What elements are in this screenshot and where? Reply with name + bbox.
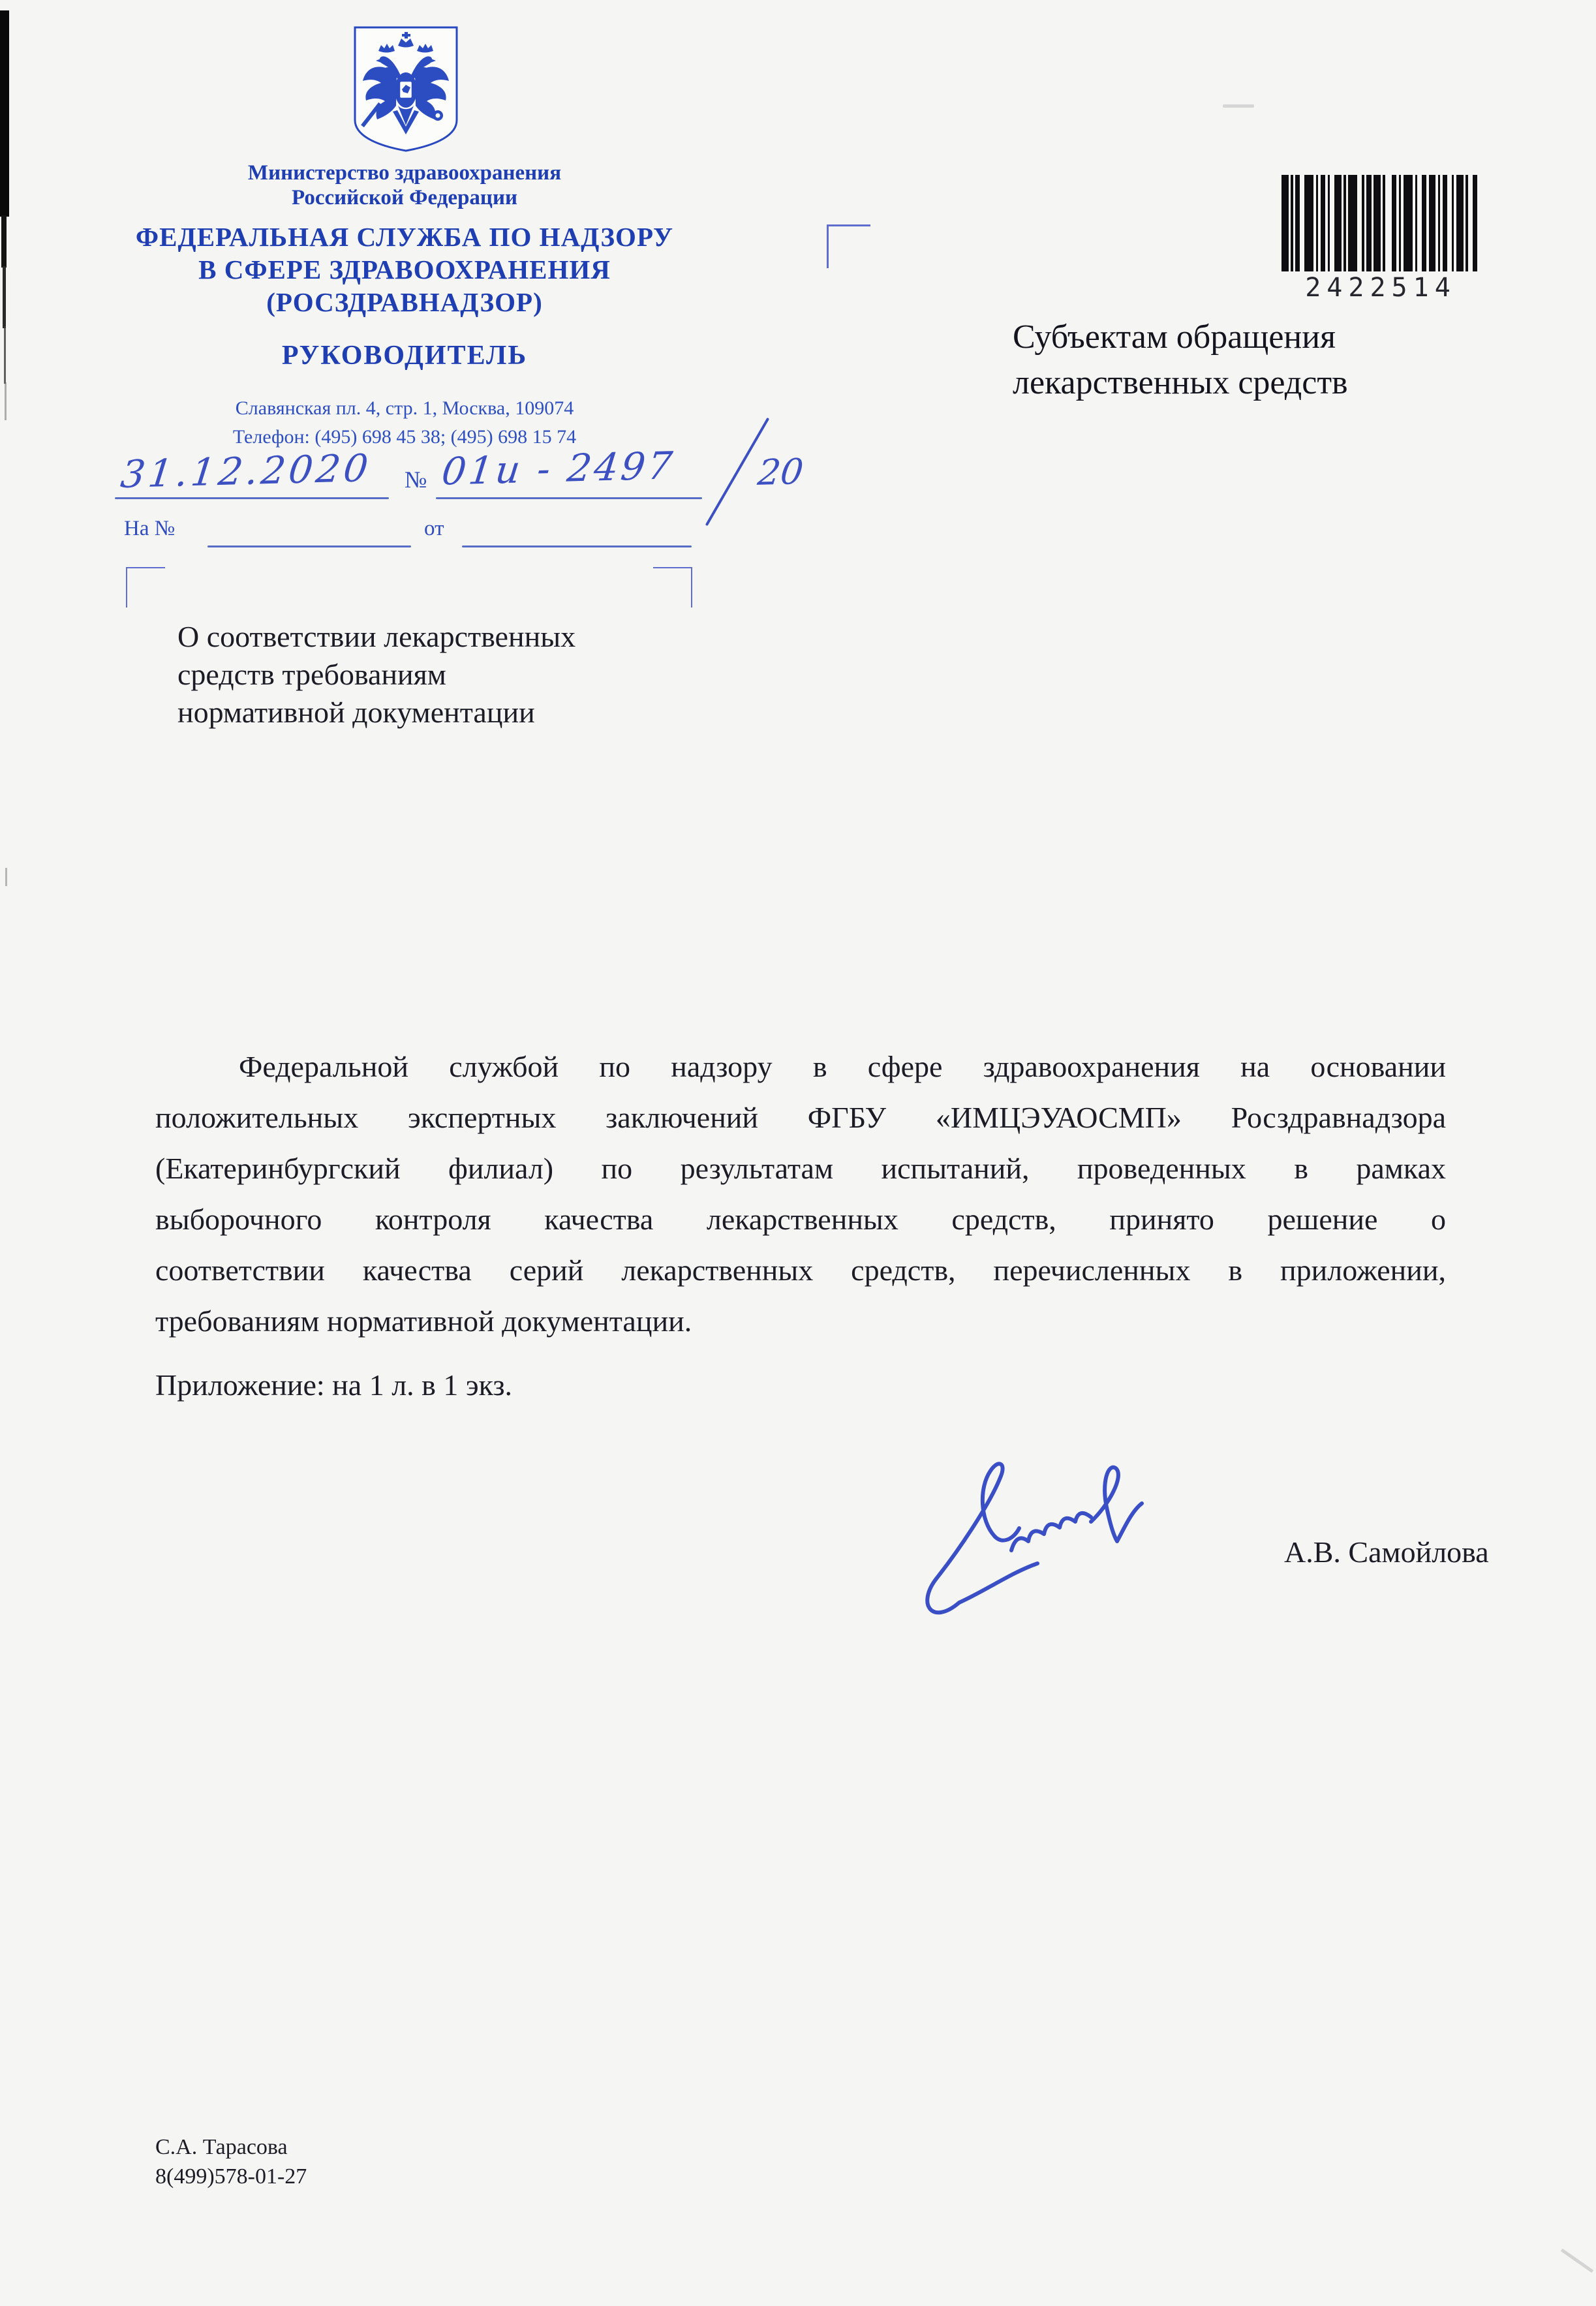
number-underline bbox=[436, 497, 702, 499]
scan-artifact-left-bar bbox=[0, 10, 9, 217]
corner-mark-subject-right bbox=[653, 567, 692, 607]
body-line: положительных экспертных заключений ФГБУ «ИМЦЭУАОСМП» Росздравнадзора bbox=[155, 1101, 1446, 1134]
reply-number-underline bbox=[207, 546, 411, 547]
subject-line-3: нормативной документации bbox=[177, 696, 535, 729]
barcode-value: 2422514 bbox=[1305, 273, 1456, 303]
body-paragraph bbox=[155, 1041, 1446, 1347]
date-underline bbox=[115, 497, 389, 499]
body-line: (Екатеринбургский филиал) по результатам испытаний, проведенных в рамках bbox=[155, 1152, 1446, 1185]
scan-artifact-left-bar-4 bbox=[4, 326, 6, 384]
scan-artifact-left-bar-3 bbox=[3, 266, 6, 328]
handwritten-signature-icon bbox=[913, 1436, 1279, 1631]
scan-artifact-corner-dash bbox=[1561, 2249, 1593, 2273]
body-line: соответствии качества серий лекарственных средств, перечисленных в приложении, bbox=[155, 1253, 1446, 1287]
recipient-block bbox=[1013, 315, 1348, 406]
service-line-2: В СФЕРЕ ЗДРАВООХРАНЕНИЯ bbox=[198, 254, 611, 284]
body-line: Федеральной службой по надзору в сфере здравоохранения на основании bbox=[239, 1050, 1446, 1083]
executor-name: С.А. Тарасова bbox=[155, 2135, 288, 2159]
russian-coat-of-arms-icon bbox=[351, 25, 461, 154]
corner-mark-recipient-zone bbox=[827, 224, 870, 268]
ministry-name bbox=[62, 161, 747, 210]
reply-number-label: На № bbox=[124, 517, 176, 540]
subject-line-2: средств требованиям bbox=[177, 658, 446, 691]
signer-name: А.В. Самойлова bbox=[1284, 1535, 1489, 1569]
corner-mark-subject-left bbox=[126, 567, 165, 607]
scan-artifact-left-bar-5 bbox=[5, 382, 7, 420]
role-title: РУКОВОДИТЕЛЬ bbox=[281, 341, 528, 371]
scan-artifact-gray-dash bbox=[1223, 104, 1254, 108]
reply-from-underline bbox=[462, 546, 692, 547]
executor-phone: 8(499)578-01-27 bbox=[155, 2164, 307, 2189]
recipient-line-2: лекарственных средств bbox=[1013, 364, 1348, 401]
number-handwritten: 01и - 2497 bbox=[439, 443, 677, 494]
org-phone: Телефон: (495) 698 45 38; (495) 698 15 74 bbox=[232, 426, 577, 448]
ministry-line-1: Министерство здравоохранения bbox=[247, 161, 562, 185]
org-address: Славянская пл. 4, стр. 1, Москва, 109074 bbox=[235, 397, 574, 419]
body-line: требованиям нормативной документации. bbox=[155, 1304, 692, 1338]
number-sign: № bbox=[405, 467, 427, 493]
scan-artifact-left-speck bbox=[5, 868, 7, 886]
barcode bbox=[1281, 175, 1480, 271]
date-handwritten: 31.12.2020 bbox=[118, 446, 374, 497]
service-line-3: (РОСЗДРАВНАДЗОР) bbox=[266, 287, 543, 317]
executor-block bbox=[155, 2132, 307, 2191]
subject-line-1: О соответствии лекарственных bbox=[177, 620, 576, 653]
reply-from-label: от bbox=[424, 517, 444, 540]
org-contact-block bbox=[62, 394, 747, 452]
service-name bbox=[62, 221, 747, 318]
ministry-line-2: Российской Федерации bbox=[292, 186, 517, 209]
number-slash-suffix: 20 bbox=[756, 451, 806, 493]
subject-block bbox=[177, 618, 575, 731]
body-line: выборочного контроля качества лекарственных средств, принято решение о bbox=[155, 1203, 1446, 1236]
service-line-1: ФЕДЕРАЛЬНАЯ СЛУЖБА ПО НАДЗОРУ bbox=[135, 222, 674, 252]
scan-artifact-left-bar-2 bbox=[1, 215, 7, 268]
recipient-line-1: Субъектам обращения bbox=[1013, 318, 1336, 356]
attachment-note: Приложение: на 1 л. в 1 экз. bbox=[155, 1368, 513, 1402]
